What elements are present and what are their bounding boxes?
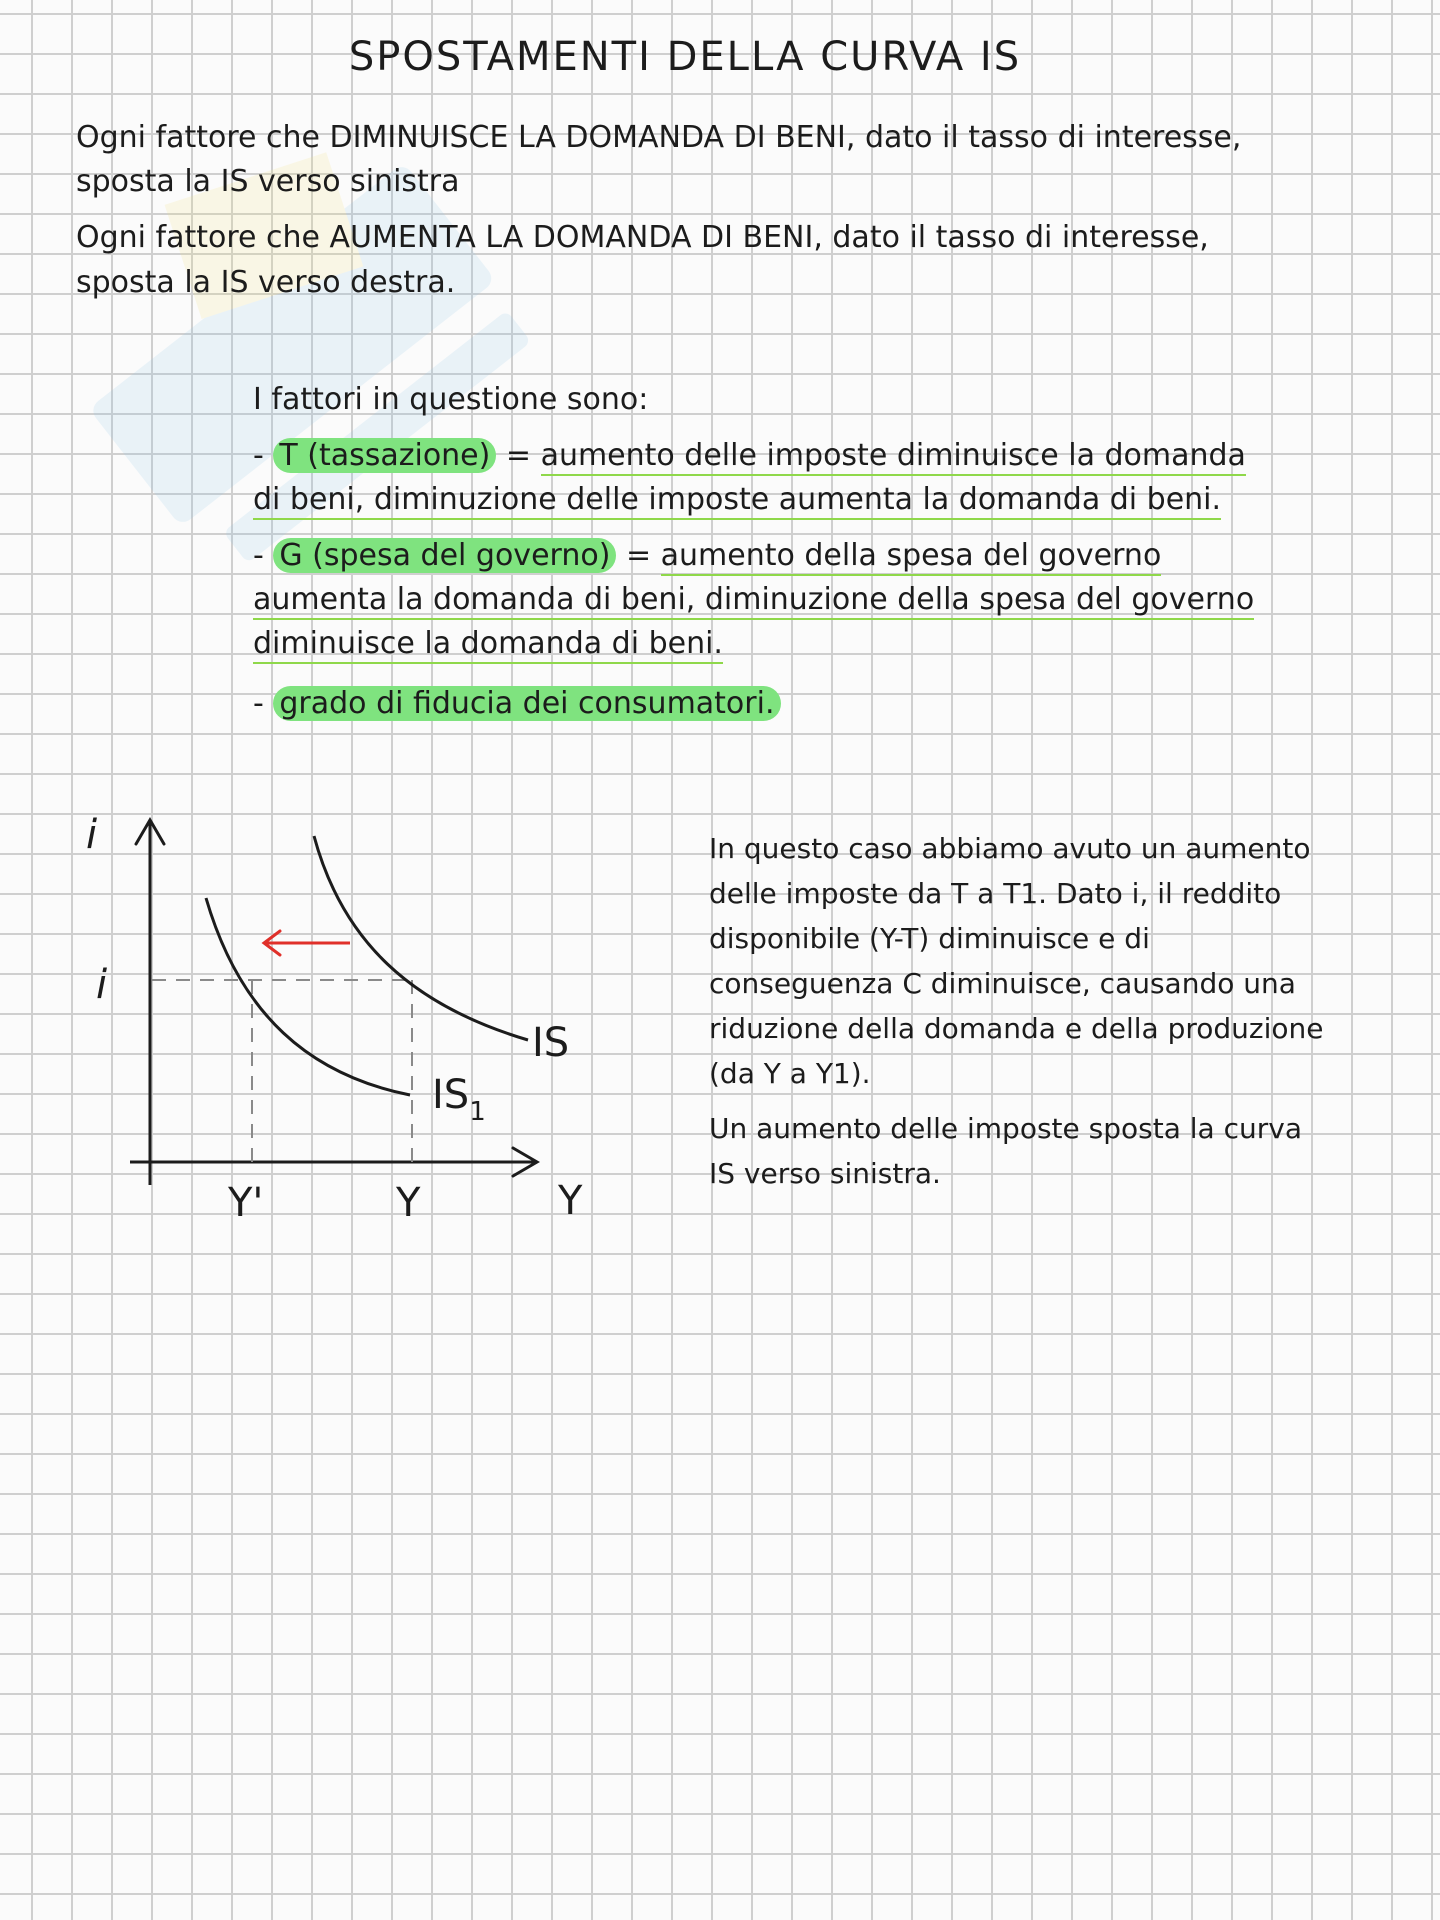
intro-line-2: sposta la IS verso sinistra (76, 164, 460, 199)
tick-y: Y (396, 1180, 421, 1226)
is-shift-diagram (80, 790, 640, 1260)
factor-t-equals: = (496, 438, 541, 473)
y-axis-label: i (86, 812, 98, 858)
is-curve-original-label: IS (532, 1020, 570, 1066)
factor-g-line-2 (253, 580, 1254, 620)
is-shifted-subscript: 1 (469, 1097, 486, 1127)
explanation-line-8: IS verso sinistra. (709, 1157, 941, 1190)
explanation-line-3: disponibile (Y-T) diminuisce e di (709, 922, 1150, 955)
factor-t-text-1: aumento delle imposte diminuisce la domanda (541, 438, 1246, 476)
factor-t-dash: - (253, 438, 274, 473)
tick-y-prime: Y' (228, 1180, 264, 1226)
explanation-line-1: In questo caso abbiamo avuto un aumento (709, 832, 1311, 865)
intro-line-1: Ogni fattore che DIMINUISCE LA DOMANDA DI BENI, dato il tasso di interesse, (76, 120, 1242, 155)
explanation-line-7: Un aumento delle imposte sposta la curva (709, 1112, 1302, 1145)
intro-line-4: sposta la IS verso destra. (76, 265, 456, 300)
factor-g-equals: = (616, 538, 661, 573)
explanation-line-2: delle imposte da T a T1. Dato i, il reddito (709, 877, 1282, 910)
intro-line-3: Ogni fattore che AUMENTA LA DOMANDA DI BENI, dato il tasso di interesse, (76, 220, 1209, 255)
factor-g-text-1: aumento della spesa del governo (661, 538, 1162, 576)
x-axis-label: Y (558, 1178, 583, 1224)
factor-g-text-3: diminuisce la domanda di beni. (253, 626, 723, 664)
explanation-line-6: (da Y a Y1). (709, 1057, 871, 1090)
is-curve-original (314, 836, 528, 1040)
is-shifted-main: IS (432, 1072, 470, 1118)
factor-g-line-3 (253, 624, 723, 664)
factor-c-dash: - (253, 686, 274, 721)
factor-g-label: G (spesa del governo) (273, 538, 616, 573)
is-curve-shifted-label (432, 1072, 486, 1127)
factor-c-line (253, 684, 781, 724)
i-level-label: i (96, 962, 108, 1008)
factor-g-line-1 (253, 536, 1161, 576)
factor-g-dash: - (253, 538, 274, 573)
factor-g-text-2: aumenta la domanda di beni, diminuzione della spesa del governo (253, 582, 1254, 620)
explanation-line-5: riduzione della domanda e della produzione (709, 1012, 1324, 1045)
factors-heading: I fattori in questione sono: (253, 382, 649, 417)
factor-t-line-1 (253, 436, 1246, 476)
factor-t-text-2: di beni, diminuzione delle imposte aumenta la domanda di beni. (253, 482, 1221, 520)
page-title: SPOSTAMENTI DELLA CURVA IS (348, 34, 1022, 80)
factor-t-line-2 (253, 480, 1221, 520)
is-curve-shifted (206, 898, 410, 1095)
factor-t-label: T (tassazione) (273, 438, 496, 473)
explanation-line-4: conseguenza C diminuisce, causando una (709, 967, 1296, 1000)
factor-c-label: grado di fiducia dei consumatori. (273, 686, 780, 721)
